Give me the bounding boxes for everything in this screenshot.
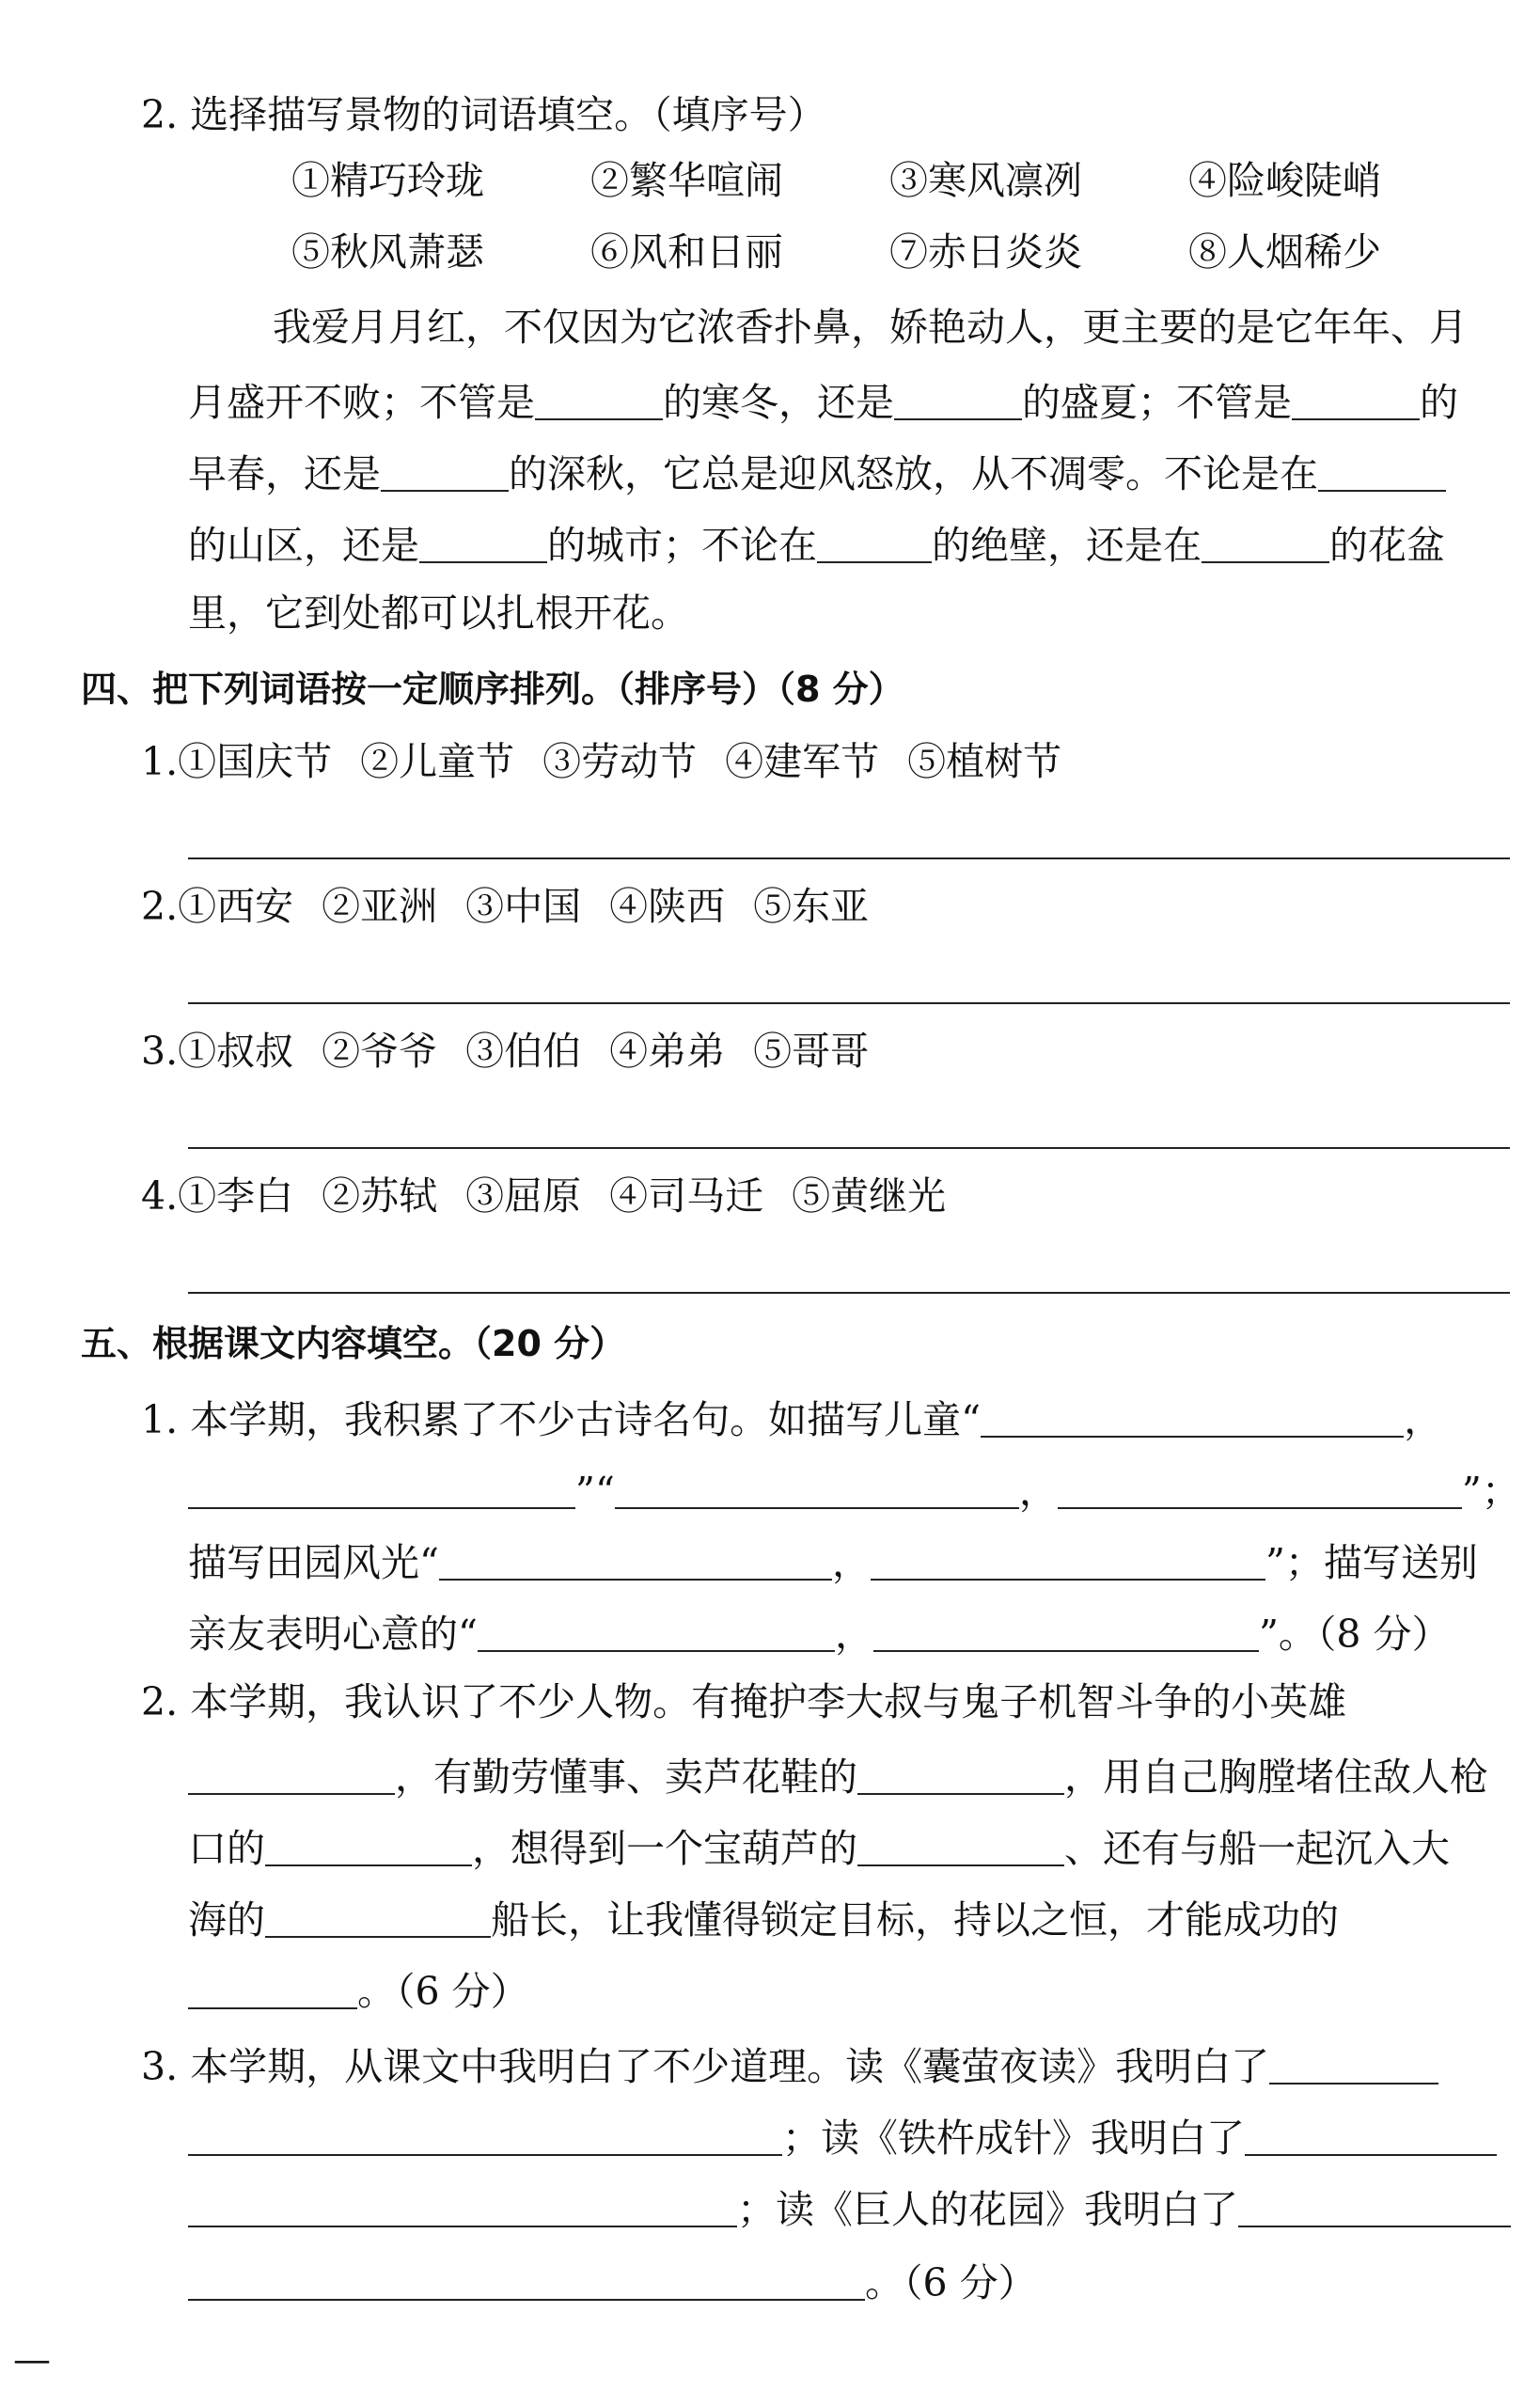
- text: 的深秋，它总是迎风怒放，从不凋零。不论是在: [509, 451, 1318, 497]
- s5-q3-line1: [141, 2044, 1438, 2090]
- word: ③屈原: [465, 1173, 582, 1219]
- word: ②儿童节: [360, 739, 515, 784]
- blank[interactable]: [188, 2116, 782, 2156]
- s5-q3-line2: [188, 2116, 1497, 2162]
- word: ①叔叔: [178, 1029, 294, 1074]
- blank[interactable]: [265, 1897, 491, 1938]
- blank[interactable]: [1292, 380, 1420, 420]
- text: 。（6 分）: [357, 1969, 529, 2015]
- blank[interactable]: [1238, 2187, 1511, 2227]
- word: ④司马迁: [609, 1173, 764, 1219]
- word: ⑤哥哥: [753, 1029, 870, 1074]
- blank[interactable]: [419, 523, 547, 563]
- answer-line-1[interactable]: [188, 857, 1510, 859]
- blank[interactable]: [1058, 1469, 1462, 1509]
- q2-para-line1: 我爱月月红，不仅因为它浓香扑鼻，娇艳动人，更主要的是它年年、月: [273, 305, 1468, 350]
- text: ；读《铁杵成针》我明白了: [782, 2116, 1245, 2162]
- text: ，有勤劳懂事、卖芦花鞋的: [395, 1754, 857, 1801]
- s5-q2-line2: [188, 1754, 1488, 1801]
- text: ，想得到一个宝葫芦的: [472, 1826, 857, 1872]
- item-number: 2.: [141, 884, 179, 929]
- text: 的寒冬，还是: [663, 380, 894, 426]
- blank[interactable]: [873, 1612, 1259, 1652]
- item-number: 4.: [141, 1173, 179, 1219]
- answer-line-2[interactable]: [188, 1002, 1510, 1004]
- q2-para-line4: [188, 523, 1445, 569]
- s5-q2-line5: [188, 1969, 529, 2015]
- answer-line-3[interactable]: [188, 1147, 1510, 1149]
- option-7: ⑦赤日炎炎: [889, 229, 1082, 275]
- order-item-2: [141, 884, 870, 929]
- s5-q3-line4: [188, 2260, 1037, 2306]
- s5-q1-line4: [188, 1612, 1451, 1658]
- item-number: 3.: [141, 1029, 179, 1074]
- text: 描写田园风光“: [188, 1540, 439, 1586]
- order-item-4: [141, 1173, 947, 1219]
- blank[interactable]: [1245, 2116, 1497, 2156]
- text: 。（6 分）: [865, 2260, 1037, 2306]
- blank[interactable]: [1202, 523, 1329, 563]
- word: ④弟弟: [609, 1029, 726, 1074]
- text: 的绝壁，还是在: [932, 523, 1202, 569]
- section-5-heading: 五、根据课文内容填空。（20 分）: [81, 1323, 626, 1364]
- blank[interactable]: [1269, 2044, 1438, 2084]
- word: ③中国: [465, 884, 582, 929]
- word: ④陕西: [609, 884, 726, 929]
- text: 月盛开不败；不管是: [188, 380, 535, 426]
- option-2: ②繁华喧闹: [590, 158, 783, 203]
- blank[interactable]: [188, 1754, 395, 1795]
- q2-para-line5: 里，它到处都可以扎根开花。: [188, 590, 689, 636]
- s5-q3-line3: [188, 2187, 1511, 2233]
- s5-q2-line1: 2. 本学期，我认识了不少人物。有掩护李大叔与鬼子机智斗争的小英雄: [141, 1679, 1347, 1724]
- text: ”。（8 分）: [1258, 1612, 1451, 1658]
- text: ”“: [575, 1469, 615, 1515]
- blank[interactable]: [857, 1826, 1064, 1866]
- word: ④建军节: [725, 739, 880, 784]
- blank[interactable]: [817, 523, 932, 563]
- text: 、还有与船一起沉入大: [1064, 1826, 1450, 1872]
- word: ⑤东亚: [753, 884, 870, 929]
- text: 口的: [188, 1826, 265, 1872]
- word: ②爷爷: [322, 1029, 438, 1074]
- word: ②苏轼: [322, 1173, 438, 1219]
- page-corner-dash: —: [13, 2338, 51, 2382]
- blank[interactable]: [265, 1826, 472, 1866]
- text: 的城市；不论在: [547, 523, 817, 569]
- word: ③伯伯: [465, 1029, 582, 1074]
- option-8: ⑧人烟稀少: [1188, 229, 1381, 275]
- blank[interactable]: [188, 1469, 575, 1509]
- word: ③劳动节: [542, 739, 698, 784]
- text: ，: [831, 1540, 871, 1586]
- word: ①李白: [178, 1173, 294, 1219]
- text: 1. 本学期，我积累了不少古诗名句。如描写儿童“: [141, 1397, 982, 1443]
- blank[interactable]: [188, 1969, 357, 2009]
- text: 海的: [188, 1897, 265, 1943]
- order-item-3: [141, 1029, 870, 1074]
- blank[interactable]: [478, 1612, 835, 1652]
- word: ⑤黄继光: [792, 1173, 947, 1219]
- text: ，用自己胸膛堵住敌人枪: [1064, 1754, 1488, 1801]
- section-4-heading: 四、把下列词语按一定顺序排列。（排序号）（8 分）: [81, 669, 904, 710]
- text: 的盛夏；不管是: [1022, 380, 1292, 426]
- text: 早春，还是: [188, 451, 381, 497]
- blank[interactable]: [381, 451, 509, 492]
- word: ①西安: [178, 884, 294, 929]
- blank[interactable]: [439, 1540, 832, 1581]
- text: ”；描写送别: [1265, 1540, 1478, 1586]
- text: 亲友表明心意的“: [188, 1612, 478, 1658]
- blank[interactable]: [188, 2260, 865, 2301]
- option-4: ④险峻陡峭: [1188, 158, 1381, 203]
- text: 的山区，还是: [188, 523, 419, 569]
- s5-q1-line3: [188, 1540, 1478, 1586]
- text: 的: [1420, 380, 1458, 426]
- blank[interactable]: [894, 380, 1022, 420]
- text: 3. 本学期，从课文中我明白了不少道理。读《囊萤夜读》我明白了: [141, 2044, 1270, 2090]
- option-1: ①精巧玲珑: [291, 158, 484, 203]
- option-3: ③寒风凛冽: [889, 158, 1082, 203]
- blank[interactable]: [1318, 451, 1446, 492]
- text: 的花盆: [1329, 523, 1445, 569]
- s5-q2-line3: [188, 1826, 1450, 1872]
- text: ；读《巨人的花园》我明白了: [737, 2187, 1238, 2233]
- blank[interactable]: [188, 2187, 737, 2227]
- answer-line-4[interactable]: [188, 1292, 1510, 1294]
- word: ⑤植树节: [907, 739, 1062, 784]
- s5-q2-line4: [188, 1897, 1339, 1943]
- item-number: 1.: [141, 739, 179, 784]
- text: ，: [1404, 1397, 1443, 1443]
- q2-para-line2: [188, 380, 1458, 426]
- blank[interactable]: [857, 1754, 1064, 1795]
- q2-title: 2. 选择描写景物的词语填空。（填序号）: [141, 92, 826, 137]
- order-item-1: [141, 739, 1062, 784]
- text: ，: [1018, 1469, 1058, 1515]
- option-6: ⑥风和日丽: [590, 229, 783, 275]
- s5-q1-line1: [141, 1397, 1443, 1443]
- text: ，: [834, 1612, 873, 1658]
- blank[interactable]: [535, 380, 663, 420]
- blank[interactable]: [871, 1540, 1265, 1581]
- blank[interactable]: [615, 1469, 1019, 1509]
- text: ”；: [1461, 1469, 1520, 1515]
- word: ②亚洲: [322, 884, 438, 929]
- q2-para-line3: [188, 451, 1446, 497]
- option-5: ⑤秋风萧瑟: [291, 229, 484, 275]
- word: ①国庆节: [178, 739, 333, 784]
- blank[interactable]: [981, 1397, 1404, 1438]
- s5-q1-line2: [188, 1469, 1520, 1515]
- text: 船长，让我懂得锁定目标，持以之恒，才能成功的: [491, 1897, 1339, 1943]
